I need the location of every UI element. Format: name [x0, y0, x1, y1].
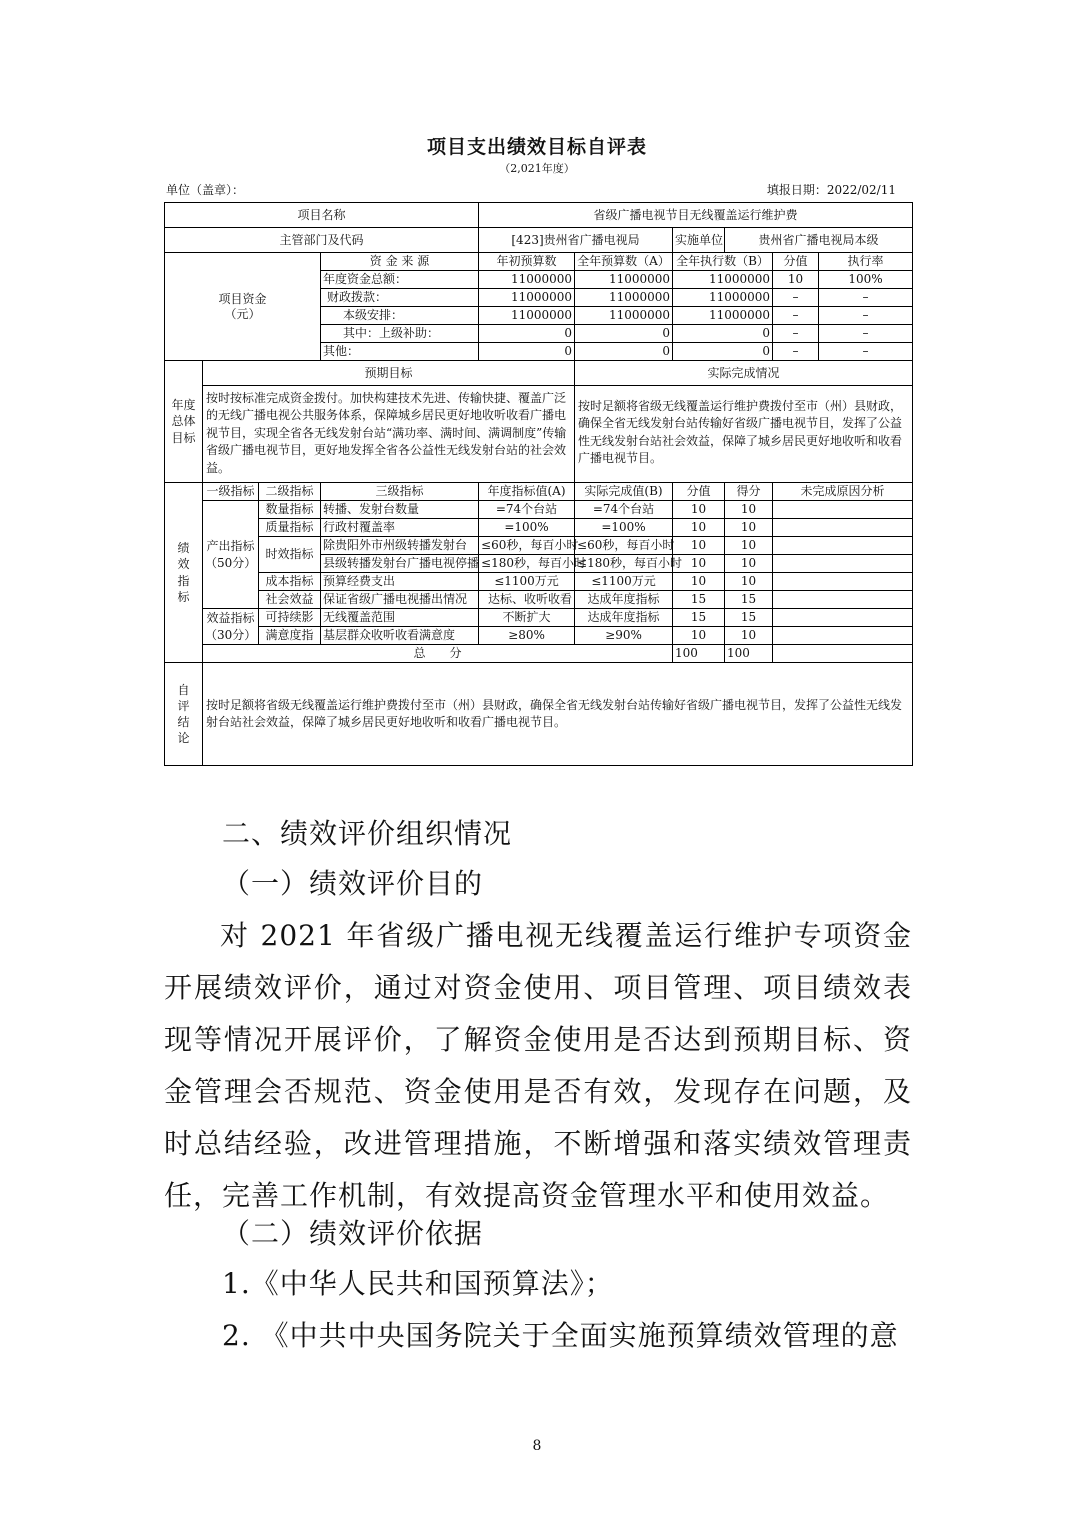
- table-row: 社会效益 保证省级广播电视播出情况 达标、收听收看 达成年度指标 15 15: [165, 591, 913, 609]
- subsection-heading-1: （一）绩效评价目的: [222, 867, 484, 900]
- funds-label-line2: （元）: [224, 306, 261, 321]
- level2-social: 社会效益: [259, 591, 321, 609]
- funds-row: 本级安排： 11000000 11000000 11000000 – –: [165, 307, 913, 325]
- conclusion-text: 按时足额将省级无线覆盖运行维护费拨付至市（州）县财政，确保全省无线发射台站传输好省级广播电视节目，发挥了公益性无线发射台站社会效益，保障了城乡居民更好地收听和收看广播电视节目。: [203, 663, 913, 766]
- goal-label: 年度总体目标: [165, 361, 203, 483]
- self-evaluation-table: [164, 202, 913, 766]
- basis-item-1: 1.《中华人民共和国预算法》；: [222, 1267, 614, 1300]
- level2-quantity: 数量指标: [259, 501, 321, 519]
- level2-satisfaction: 满意度指: [259, 627, 321, 645]
- table-row: 成本指标 预算经费支出 ≤1100万元 ≤1100万元 10 10: [165, 573, 913, 591]
- level2-cost: 成本指标: [259, 573, 321, 591]
- report-date: 填报日期：2022/02/11: [766, 183, 896, 197]
- funds-row: 财政拨款： 11000000 11000000 11000000 – –: [165, 289, 913, 307]
- funds-header: 年初预算数: [479, 253, 575, 271]
- level2-sustain: 可持续影: [259, 609, 321, 627]
- total-got: 100: [725, 645, 773, 663]
- perf-header: 分值: [673, 483, 725, 501]
- expected-text: 按时按标准完成资金拨付。加快构建技术先进、传输快捷、覆盖广泛的无线广播电视公共服务体系，保障城乡居民更好地收听收看广播电视节目，实现全省各无线发射台站“满功率、满时间、满调制度”传输省级广播电视节目，更好地发挥全省各公益性无线发射台站的社会效益。: [203, 386, 575, 483]
- funds-row: 其他： 0 0 0 – –: [165, 343, 913, 361]
- funds-label: [165, 253, 321, 361]
- section-heading: 二、绩效评价组织情况: [222, 817, 513, 850]
- project-name-label: 项目名称: [165, 203, 479, 228]
- dept-label: 主管部门及代码: [165, 228, 479, 253]
- dept-value: [423]贵州省广播电视局: [479, 228, 673, 253]
- level1-benefit: 效益指标（30分）: [203, 609, 259, 645]
- total-row: [165, 645, 913, 663]
- perf-header: 实际完成值(B): [575, 483, 673, 501]
- page-number: 8: [532, 1438, 542, 1454]
- funds-header: 全年执行数（B）: [673, 253, 773, 271]
- table-row: 时效指标 除贵阳外市州级转播发射台 ≤60秒，每百小时 ≤60秒，每百小时 10 10: [165, 537, 913, 555]
- funds-row: 年度资金总额： 11000000 11000000 11000000 10 100%: [165, 271, 913, 289]
- level1-output: 产出指标（50分）: [203, 501, 259, 609]
- funds-label-line1: 项目资金: [218, 292, 267, 307]
- basis-item-2: 2. 《中共中央国务院关于全面实施预算绩效管理的意: [222, 1319, 899, 1352]
- form-title: 项目支出绩效目标自评表: [426, 136, 647, 158]
- project-name: 省级广播电视节目无线覆盖运行维护费: [479, 203, 913, 228]
- paragraph-text: 对 2021 年省级广播电视无线覆盖运行维护专项资金开展绩效评价，通过对资金使用、项目管理、项目绩效表现等情况开展评价，了解资金使用是否达到预期目标、资金管理会否规范、资金使用是否有效，发现存在问题，及时总结经验，改进管理措施，不断增强和落实绩效管理责任，完善工作机制，有效提高资金管理水平和使用效益。: [164, 919, 912, 1212]
- perf-header: 一级指标: [203, 483, 259, 501]
- actual-label: 实际完成情况: [575, 361, 913, 386]
- funds-row: 其中：上级补助： 0 0 0 – –: [165, 325, 913, 343]
- body-paragraph: [164, 910, 912, 1222]
- unit-label: 单位（盖章）：: [166, 183, 245, 197]
- subsection-heading-2: （二）绩效评价依据: [222, 1217, 484, 1250]
- funds-header: 全年预算数（A）: [575, 253, 673, 271]
- perf-header: 三级指标: [321, 483, 479, 501]
- table-row: 县级转播发射台广播电视停播 ≤180秒，每百小时 ≤180秒，每百小时 10 10: [165, 555, 913, 573]
- conclusion-label: 自评结论: [165, 663, 203, 766]
- impl-value: 贵州省广播电视局本级: [725, 228, 913, 253]
- table-row: 产出指标（50分） 数量指标 转播、发射台数量 =74个台站 =74个台站 10 10: [165, 501, 913, 519]
- expected-label: 预期目标: [203, 361, 575, 386]
- funds-header: 分值: [773, 253, 819, 271]
- table-row: 质量指标 行政村覆盖率 =100% =100% 10 10: [165, 519, 913, 537]
- funds-header: 执行率: [819, 253, 913, 271]
- actual-text: 按时足额将省级无线覆盖运行维护费拨付至市（州）县财政，确保全省无线发射台站传输好省级广播电视节目，发挥了公益性无线发射台站社会效益，保障了城乡居民更好地收听和收看广播电视节目。: [575, 386, 913, 483]
- funds-header: 资 金 来 源: [321, 253, 479, 271]
- table-row: 效益指标（30分） 可持续影 无线覆盖范围 不断扩大 达成年度指标 15 15: [165, 609, 913, 627]
- impl-label: 实施单位: [673, 228, 725, 253]
- perf-header: 二级指标: [259, 483, 321, 501]
- form-year: （2,021年度）: [499, 162, 575, 175]
- total-label: 总 分: [203, 645, 673, 663]
- perf-header: 年度指标值(A): [479, 483, 575, 501]
- level2-timeliness: 时效指标: [259, 537, 321, 573]
- total-score: 100: [673, 645, 725, 663]
- perf-header: 未完成原因分析: [773, 483, 913, 501]
- level2-quality: 质量指标: [259, 519, 321, 537]
- perf-header: 得分: [725, 483, 773, 501]
- perf-label: 绩效指标: [165, 483, 203, 663]
- table-row: 满意度指 基层群众收听收看满意度 ≥80% ≥90% 10 10: [165, 627, 913, 645]
